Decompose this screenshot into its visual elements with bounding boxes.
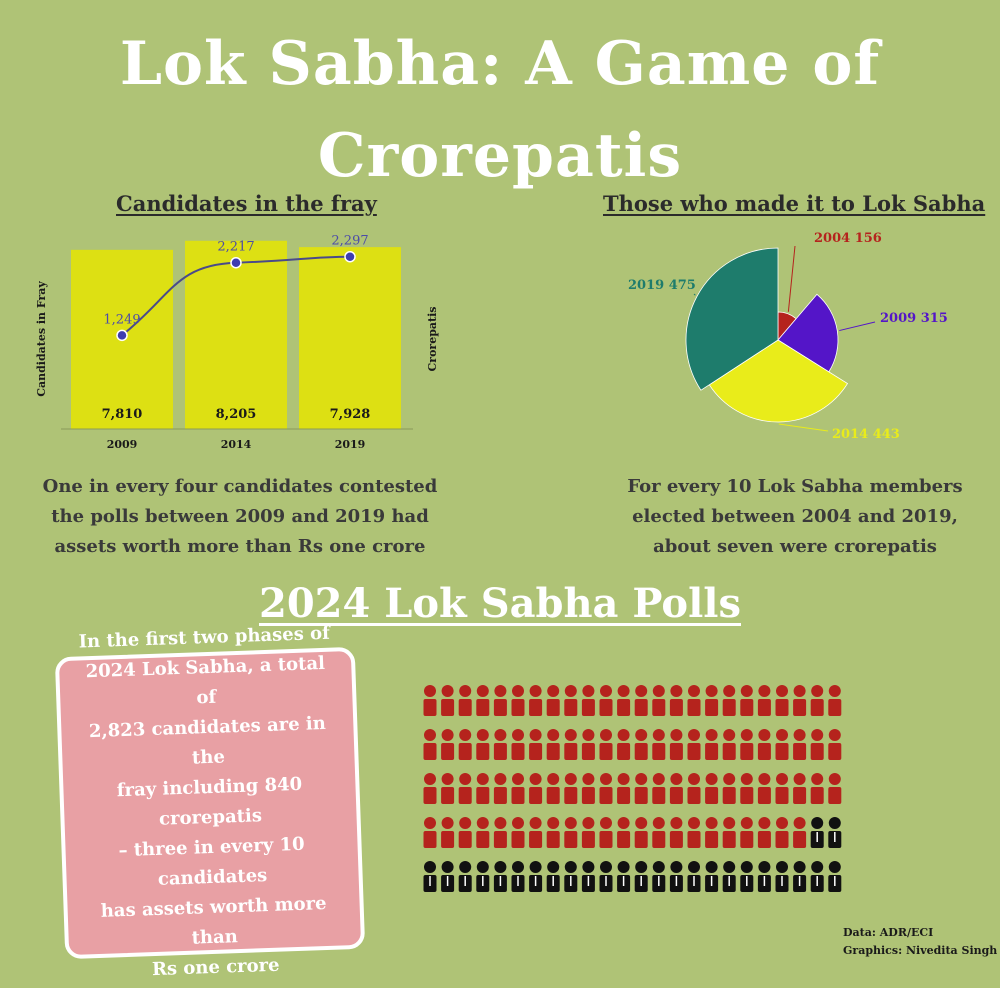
pie-leader-line [779,424,828,431]
person-icon-crorepati [600,817,613,848]
person-icon-crorepati [635,773,648,804]
person-icon-crorepati [459,773,472,804]
pie-leader-line [788,246,795,312]
left-caption-line: assets worth more than Rs one crore [54,536,426,557]
person-icon-crorepati [723,685,736,716]
person-icon-crorepati [494,773,507,804]
pie-slice-label: 2014 443 [832,427,900,442]
person-icon-crorepati [600,773,613,804]
person-icon-crorepati [652,817,665,848]
person-icon [547,861,560,892]
person-icon [529,861,542,892]
person-icon-crorepati [582,729,595,760]
person-icon-crorepati [476,729,489,760]
person-icon [600,861,613,892]
page-title [0,18,1000,202]
person-icon-crorepati [424,729,437,760]
right-caption-line: For every 10 Lok Sabha members [627,476,963,497]
pie-slice-label: 2004 156 [814,231,882,246]
person-icon-crorepati [617,729,630,760]
person-icon-crorepati [512,817,525,848]
person-icon-crorepati [459,817,472,848]
person-icon [811,861,824,892]
person-icon-crorepati [441,773,454,804]
person-icon-crorepati [828,729,841,760]
person-icon-crorepati [564,685,577,716]
pie-slice-label: 2019 475 [628,278,696,293]
person-icon-crorepati [424,817,437,848]
person-icon-crorepati [547,729,560,760]
person-icon-crorepati [740,817,753,848]
person-icon [740,861,753,892]
info-box [55,622,365,981]
x-tick-label: 2009 [106,438,138,451]
person-icon-crorepati [828,685,841,716]
person-icon-crorepati [494,685,507,716]
person-icon [441,861,454,892]
person-icon-crorepati [564,729,577,760]
person-icon-crorepati [705,729,718,760]
left-caption [40,472,440,562]
person-icon-crorepati [635,685,648,716]
line-value-label: 1,249 [103,312,141,328]
person-icon [459,861,472,892]
person-icon-crorepati [670,817,683,848]
person-icon-crorepati [600,685,613,716]
person-icon-crorepati [652,685,665,716]
person-icon-crorepati [758,817,771,848]
person-icon-crorepati [811,685,824,716]
person-icon-crorepati [793,773,806,804]
person-icon-crorepati [617,773,630,804]
person-icon-crorepati [476,817,489,848]
person-icon-crorepati [758,685,771,716]
data-credit: Data: ADR/ECI [843,926,934,939]
person-icon-crorepati [547,773,560,804]
person-icon-crorepati [512,773,525,804]
person-icon [652,861,665,892]
right-caption-line: about seven were crorepatis [653,536,937,557]
person-icon-crorepati [547,685,560,716]
person-icon [494,861,507,892]
line-value-label: 2,297 [331,233,369,249]
person-icon-crorepati [670,773,683,804]
person-icon-crorepati [441,817,454,848]
info-box-text [72,619,348,988]
person-icon-crorepati [776,773,789,804]
info-box-line: Rs one crore [151,954,280,981]
bar-value-label: 8,205 [215,407,257,422]
person-icon [688,861,701,892]
person-icon-crorepati [529,729,542,760]
person-icon-crorepati [424,685,437,716]
person-icon-crorepati [705,685,718,716]
person-icon [564,861,577,892]
person-icon-crorepati [600,729,613,760]
person-icon [793,861,806,892]
person-icon-crorepati [688,685,701,716]
left-caption-line: the polls between 2009 and 2019 had [51,506,429,527]
person-icon-crorepati [547,817,560,848]
section-title: 2024 Lok Sabha Polls [259,580,741,627]
bar-chart-title: Candidates in the fray [116,191,377,216]
person-icon-crorepati [564,773,577,804]
person-icon-crorepati [776,685,789,716]
person-icon-crorepati [529,817,542,848]
x-tick-label: 2014 [220,438,252,451]
line-point [345,252,355,262]
bar [299,247,401,429]
page-title-line1: Lok Sabha: A Game of [119,29,881,99]
bar-value-label: 7,928 [329,407,371,422]
person-icon-crorepati [793,817,806,848]
bar-value-label: 7,810 [101,407,143,422]
person-icon-crorepati [617,685,630,716]
person-icon [617,861,630,892]
x-tick-label: 2019 [334,438,366,451]
person-icon-crorepati [582,817,595,848]
person-icon-crorepati [740,685,753,716]
person-icon [828,817,841,848]
person-icon-crorepati [723,729,736,760]
person-icon-crorepati [688,817,701,848]
person-icon-crorepati [652,729,665,760]
person-icon-crorepati [617,817,630,848]
person-icon-crorepati [793,685,806,716]
person-icon-crorepati [670,729,683,760]
info-box-line: In the first two phases of [78,622,331,653]
page-title-line2: Crorepatis [317,121,683,191]
pie-chart [600,226,980,466]
person-icon-crorepati [740,729,753,760]
left-caption-line: One in every four candidates contested [42,476,438,497]
bar-chart [20,226,460,466]
person-icon-crorepati [758,773,771,804]
person-icon-crorepati [582,773,595,804]
info-box-line: 2,823 candidates are in the [88,712,327,769]
person-icon-crorepati [476,685,489,716]
y-axis-label: Candidates in Fray [35,281,48,397]
person-icon-crorepati [828,773,841,804]
person-icon-crorepati [564,817,577,848]
person-icon-crorepati [740,773,753,804]
person-icon [424,861,437,892]
person-icon [670,861,683,892]
person-icon-crorepati [776,729,789,760]
info-box-line: fray including 840 crorepatis [116,773,303,830]
person-icon-crorepati [476,773,489,804]
person-icon-crorepati [441,685,454,716]
person-icon-crorepati [811,729,824,760]
person-icon [705,861,718,892]
right-caption [610,472,980,562]
line-value-label: 2,217 [217,239,255,255]
person-icon-crorepati [529,685,542,716]
person-icon-crorepati [459,685,472,716]
person-icon-crorepati [811,773,824,804]
person-icon-crorepati [441,729,454,760]
person-icon-crorepati [635,729,648,760]
person-icon [776,861,789,892]
person-icon-crorepati [705,773,718,804]
person-icon-crorepati [582,685,595,716]
person-icon-crorepati [652,773,665,804]
person-icon-crorepati [776,817,789,848]
person-icon-crorepati [512,685,525,716]
person-icon-crorepati [494,817,507,848]
line-point [231,258,241,268]
person-icon [811,817,824,848]
person-icon-crorepati [793,729,806,760]
person-icon-crorepati [512,729,525,760]
pie-chart-title: Those who made it to Lok Sabha [603,191,986,216]
person-icon-crorepati [494,729,507,760]
info-box-line: – three in every 10 candidates [118,833,305,890]
person-icon-crorepati [688,729,701,760]
person-icon-crorepati [723,773,736,804]
person-icon-crorepati [758,729,771,760]
person-icon [635,861,648,892]
person-icon [758,861,771,892]
pie-leader-line [694,294,695,295]
graphics-credit: Graphics: Nivedita Singh [843,944,998,957]
person-icon [512,861,525,892]
pie-slice-label: 2009 315 [880,311,948,326]
pie-leader-line [839,322,875,331]
person-icon-crorepati [688,773,701,804]
person-icon-crorepati [635,817,648,848]
y2-axis-label: Crorepatis [426,306,439,372]
person-icon-crorepati [705,817,718,848]
info-box-line: has assets worth more than [100,893,327,949]
person-icon-crorepati [424,773,437,804]
right-caption-line: elected between 2004 and 2019, [632,506,958,527]
person-icon-crorepati [723,817,736,848]
person-icon-crorepati [670,685,683,716]
person-icon [828,861,841,892]
person-icon [476,861,489,892]
person-icon [582,861,595,892]
person-icon-crorepati [529,773,542,804]
pictogram [418,682,858,892]
person-icon [723,861,736,892]
info-box-line: 2024 Lok Sabha, a total of [85,652,326,709]
line-point [117,330,127,340]
person-icon-crorepati [459,729,472,760]
